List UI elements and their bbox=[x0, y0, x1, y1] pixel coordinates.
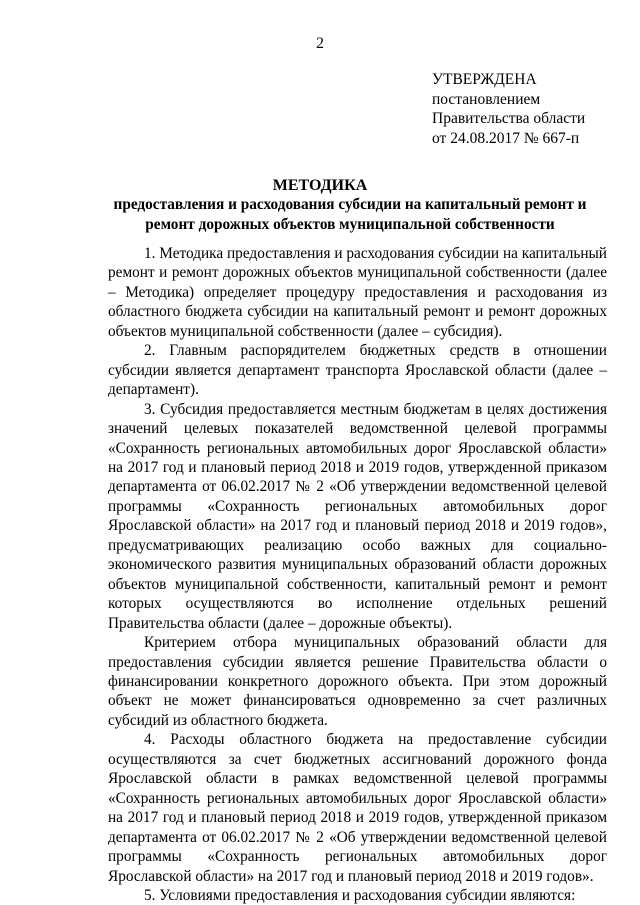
approval-status: УТВЕРЖДЕНА bbox=[432, 71, 537, 88]
paragraph-3: 3. Субсидия предоставляется местным бюджетам в целях достижения значений целевых показателей ведомственной целевой программы «Сохранность региональных автомобильных дорог Ярославской области» на 2017 год и плановый период 2018 и 2019 годов, утвержденной приказом департамента от 06.02.2017 № 2 «Об утверждении ведомственной целевой программы «Сохранность региональных автомобильных дорог Ярославской области» на 2017 год и плановый период 2018 и 2019 годов», предусматривающих реализацию особо важных для социально-экономического развития муниципальных образований области дорожных объектов муниципальной собственности, капитальный ремонт и ремонт которых осуществляются во исполнение отдельных решений Правительства области (далее – дорожные объекты). bbox=[108, 400, 607, 632]
document-body bbox=[108, 244, 607, 905]
paragraph-3-criteria: Критерием отбора муниципальных образований области для предоставления субсидии является решение Правительства области о финансировании конкретного дорожного объекта. При этом дорожный объект не может финансироваться одновременно за счет различных субсидий из областного бюджета. bbox=[108, 634, 607, 729]
approval-date-number: от 24.08.2017 № 667-п bbox=[432, 129, 580, 147]
paragraph-4: 4. Расходы областного бюджета на предоставление субсидии осуществляются за счет бюджетных ассигнований дорожного фонда Ярославской области в рамках ведомственной целевой программы «Сохранность региональных автомобильных дорог Ярославской области» на 2017 год и плановый период 2018 и 2019 годов, утвержденной приказом департамента от 06.02.2017 № 2 «Об утверждении ведомственной целевой программы «Сохранность региональных автомобильных дорог Ярославской области» на 2017 год и плановый период 2018 и 2019 годов». bbox=[108, 731, 607, 885]
paragraph-2: 2. Главным распорядителем бюджетных средств в отношении субсидии является департамент транспорта Ярославской области (далее – департамент). bbox=[108, 342, 607, 399]
document-subtitle: предоставления и расходования субсидии на капитальный ремонт и ремонт дорожных объектов муниципальной собственности bbox=[113, 196, 587, 233]
approval-authority: Правительства области bbox=[432, 110, 586, 127]
approval-stamp bbox=[432, 70, 585, 148]
paragraph-1: 1. Методика предоставления и расходования субсидии на капитальный ремонт и ремонт дорожных объектов муниципальной собственности (далее – Методика) определяет процедуру предоставления и расходования из областного бюджета субсидии на капитальный ремонт и ремонт дорожных объектов муниципальной собственности (далее – субсидия). bbox=[108, 245, 607, 340]
approval-basis: постановлением bbox=[432, 90, 541, 108]
page-number: 2 bbox=[316, 35, 324, 52]
document-title: МЕТОДИКА bbox=[272, 177, 368, 194]
paragraph-5: 5. Условиями предоставления и расходования субсидии являются: bbox=[144, 886, 576, 904]
